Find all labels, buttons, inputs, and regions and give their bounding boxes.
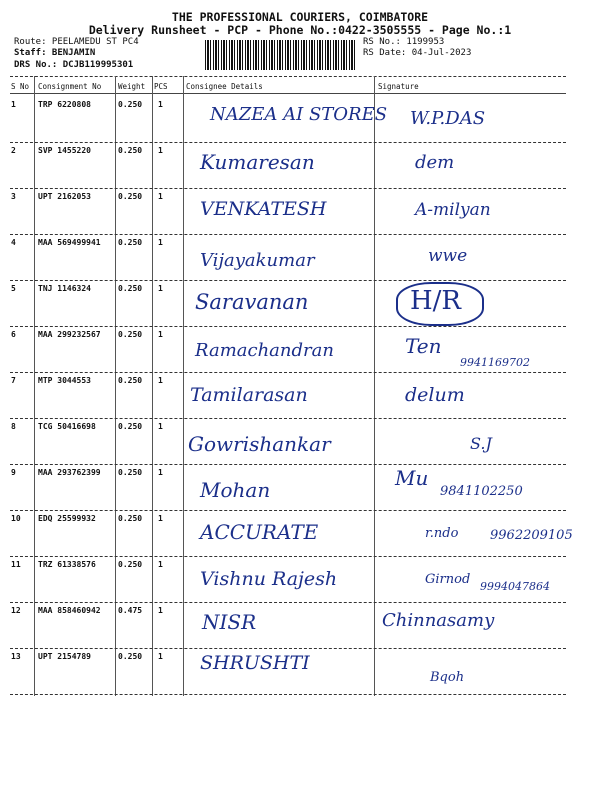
row-consignee: Vishnu Rajesh	[200, 568, 338, 590]
row-sno: 2	[11, 146, 16, 155]
document-subtitle: Delivery Runsheet - PCP - Phone No.:0422-3505555 - Page No.:1	[88, 23, 512, 37]
row-pcs: 1	[158, 606, 163, 615]
signature-scribble	[396, 282, 484, 326]
row-weight: 0.250	[118, 330, 143, 339]
staff-label: Staff: BENJAMIN	[14, 48, 96, 58]
row-signature: r.ndo	[425, 526, 459, 541]
column-divider	[374, 76, 375, 696]
row-sno: 12	[11, 606, 21, 615]
row-divider	[10, 142, 566, 143]
row-consignee: Mohan	[200, 478, 271, 502]
row-weight: 0.475	[118, 606, 143, 615]
row-sno: 3	[11, 192, 16, 201]
phone-note: 9994047864	[480, 580, 550, 593]
row-consignment: TRP 6220808	[38, 100, 91, 109]
row-weight: 0.250	[118, 652, 143, 661]
row-consignee: NAZEA AI STORES	[210, 104, 388, 125]
row-weight: 0.250	[118, 422, 143, 431]
row-consignment: MAA 299232567	[38, 330, 101, 339]
row-consignment: UPT 2154789	[38, 652, 91, 661]
row-pcs: 1	[158, 192, 163, 201]
column-divider	[34, 76, 35, 696]
row-sno: 1	[11, 100, 16, 109]
row-consignee: ACCURATE	[200, 520, 319, 544]
row-consignment: UPT 2162053	[38, 192, 91, 201]
row-consignee: VENKATESH	[200, 198, 327, 220]
row-sno: 4	[11, 238, 16, 247]
row-sno: 6	[11, 330, 16, 339]
row-consignee: Ramachandran	[195, 340, 334, 361]
row-sno: 11	[11, 560, 21, 569]
col-pcs: PCS	[154, 82, 168, 91]
row-pcs: 1	[158, 238, 163, 247]
row-weight: 0.250	[118, 146, 143, 155]
row-consignee: Tamilarasan	[190, 384, 308, 406]
row-weight: 0.250	[118, 284, 143, 293]
row-consignment: MTP 3044553	[38, 376, 91, 385]
row-divider	[10, 234, 566, 235]
phone-note: 9941169702	[460, 356, 530, 369]
rs-number: RS No.: 1199953	[363, 37, 445, 47]
col-consignee: Consignee Details	[186, 82, 263, 91]
row-pcs: 1	[158, 100, 163, 109]
column-divider	[183, 76, 184, 696]
row-signature: dem	[415, 152, 455, 173]
row-signature: W.P.DAS	[410, 108, 486, 129]
row-consignee: Kumaresan	[200, 150, 315, 174]
col-signature: Signature	[378, 82, 419, 91]
row-weight: 0.250	[118, 560, 143, 569]
row-weight: 0.250	[118, 192, 143, 201]
row-divider	[10, 648, 566, 649]
row-signature: H/R	[410, 286, 462, 316]
row-sno: 10	[11, 514, 21, 523]
phone-note: 9962209105	[490, 528, 573, 543]
row-consignment: EDQ 25599932	[38, 514, 96, 523]
row-consignee: Saravanan	[195, 290, 309, 314]
row-pcs: 1	[158, 514, 163, 523]
row-pcs: 1	[158, 468, 163, 477]
row-consignee: Vijayakumar	[200, 250, 315, 271]
row-consignment: TCG 50416698	[38, 422, 96, 431]
table-top-border	[10, 76, 566, 77]
row-signature: Ten	[405, 334, 442, 358]
row-signature: Girnod	[425, 572, 471, 587]
document-title: THE PROFESSIONAL COURIERS, COIMBATORE	[171, 10, 429, 24]
row-pcs: 1	[158, 284, 163, 293]
row-divider	[10, 326, 566, 327]
row-pcs: 1	[158, 330, 163, 339]
row-pcs: 1	[158, 560, 163, 569]
col-consignment: Consignment No	[38, 82, 102, 91]
row-divider	[10, 510, 566, 511]
col-sno: S No	[11, 82, 30, 91]
row-pcs: 1	[158, 652, 163, 661]
row-consignee: NISR	[202, 610, 257, 634]
row-divider	[10, 280, 566, 281]
rs-date: RS Date: 04-Jul-2023	[363, 48, 472, 58]
row-divider	[10, 372, 566, 373]
row-consignment: MAA 858460942	[38, 606, 101, 615]
row-pcs: 1	[158, 422, 163, 431]
row-pcs: 1	[158, 376, 163, 385]
row-signature: A-milyan	[415, 200, 491, 220]
row-weight: 0.250	[118, 468, 143, 477]
row-signature: S.J	[470, 434, 492, 453]
row-sno: 7	[11, 376, 16, 385]
table-header-border	[10, 93, 566, 94]
phone-note: 9841102250	[440, 484, 523, 499]
column-divider	[115, 76, 116, 696]
row-signature: delum	[405, 384, 465, 406]
row-consignment: MAA 569499941	[38, 238, 101, 247]
column-divider	[152, 76, 153, 696]
row-divider	[10, 418, 566, 419]
row-sno: 13	[11, 652, 21, 661]
row-sno: 8	[11, 422, 16, 431]
row-consignment: TRZ 61338576	[38, 560, 96, 569]
row-consignee: Gowrishankar	[188, 432, 331, 456]
row-divider	[10, 464, 566, 465]
row-consignment: SVP 1455220	[38, 146, 91, 155]
row-sno: 5	[11, 284, 16, 293]
row-divider	[10, 188, 566, 189]
row-divider	[10, 556, 566, 557]
row-divider	[10, 602, 566, 603]
row-signature: Mu	[395, 466, 429, 490]
table-bottom-border	[10, 694, 566, 695]
row-consignee: SHRUSHTI	[200, 652, 310, 674]
row-consignment: MAA 293762399	[38, 468, 101, 477]
barcode	[205, 40, 355, 70]
row-consignment: TNJ 1146324	[38, 284, 91, 293]
row-pcs: 1	[158, 146, 163, 155]
row-signature: Chinnasamy	[382, 610, 495, 631]
row-signature: Bqoh	[430, 670, 465, 685]
row-sno: 9	[11, 468, 16, 477]
drs-number: DRS No.: DCJB119995301	[14, 60, 134, 70]
row-weight: 0.250	[118, 238, 143, 247]
row-weight: 0.250	[118, 100, 143, 109]
row-weight: 0.250	[118, 376, 143, 385]
col-weight: Weight	[118, 82, 146, 91]
route-label: Route: PEELAMEDU ST PC4	[14, 37, 139, 47]
row-weight: 0.250	[118, 514, 143, 523]
row-signature: wwe	[428, 246, 468, 266]
